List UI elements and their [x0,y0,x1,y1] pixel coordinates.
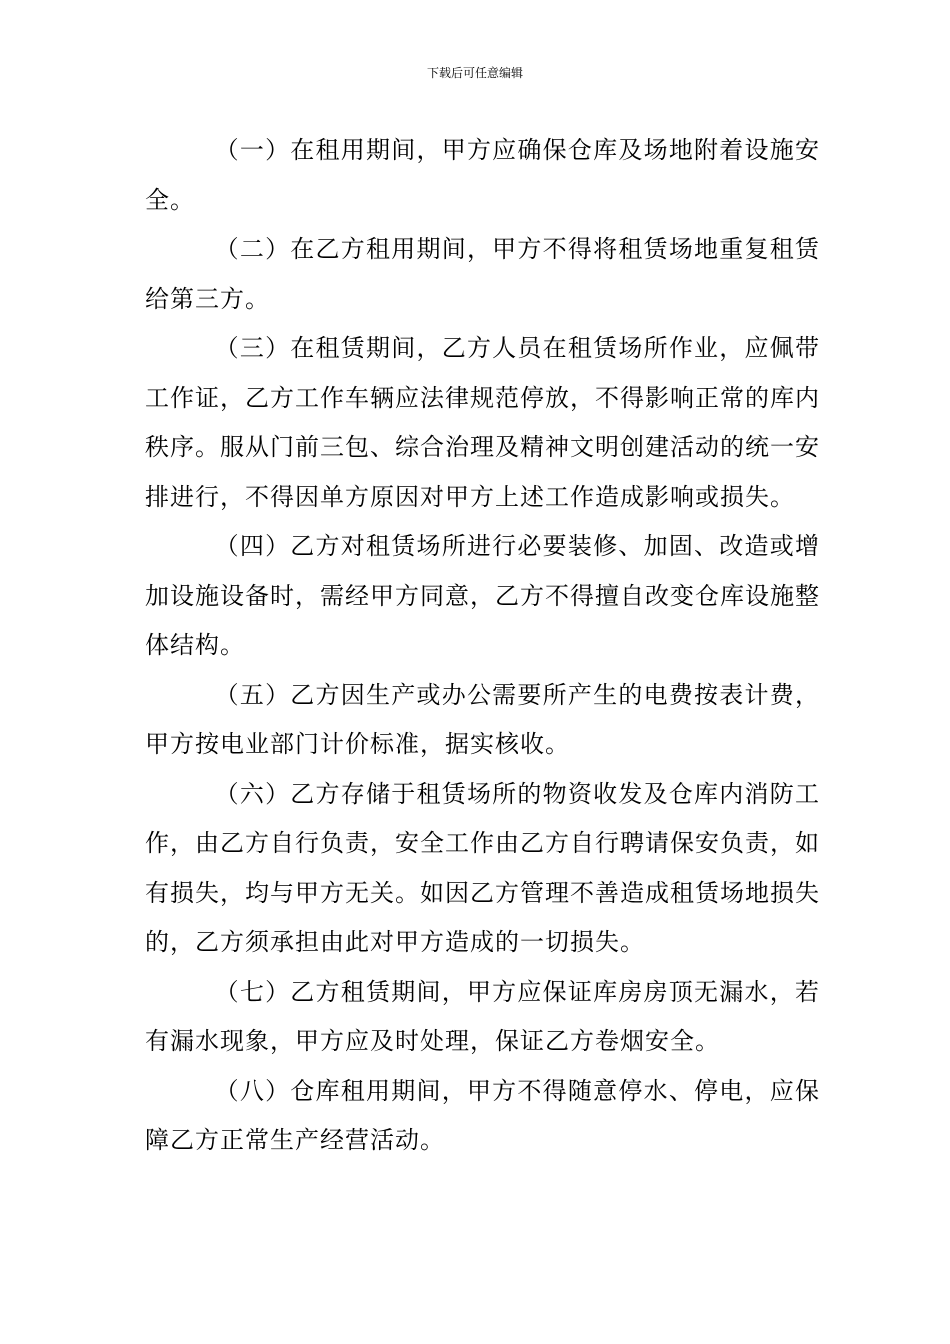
clause-4: （四）乙方对租赁场所进行必要装修、加固、改造或增加设施设备时，需经甲方同意，乙方不得擅自改变仓库设施整体结构。 [145,532,820,659]
clause-8: （八）仓库租用期间，甲方不得随意停水、停电，应保障乙方正常生产经营活动。 [145,1076,820,1154]
clause-7: （七）乙方租赁期间，甲方应保证库房房顶无漏水，若有漏水现象，甲方应及时处理，保证乙方卷烟安全。 [145,977,820,1055]
page-header: 下载后可任意编辑 [426,66,523,80]
document-body [145,126,820,1166]
clause-1: （一）在租用期间，甲方应确保仓库及场地附着设施安全。 [145,136,820,214]
clause-2: （二）在乙方租用期间，甲方不得将租赁场地重复租赁给第三方。 [145,235,820,313]
clause-6: （六）乙方存储于租赁场所的物资收发及仓库内消防工作，由乙方自行负责，安全工作由乙方自行聘请保安负责，如有损失，均与甲方无关。如因乙方管理不善造成租赁场地损失的，乙方须承担由此对甲方造成的一切损失。 [145,779,820,956]
clause-5: （五）乙方因生产或办公需要所产生的电费按表计费，甲方按电业部门计价标准，据实核收。 [145,680,820,758]
clause-3: （三）在租赁期间，乙方人员在租赁场所作业，应佩带工作证，乙方工作车辆应法律规范停放，不得影响正常的库内秩序。服从门前三包、综合治理及精神文明创建活动的统一安排进行，不得因单方原因对甲方上述工作造成影响或损失。 [145,334,820,511]
